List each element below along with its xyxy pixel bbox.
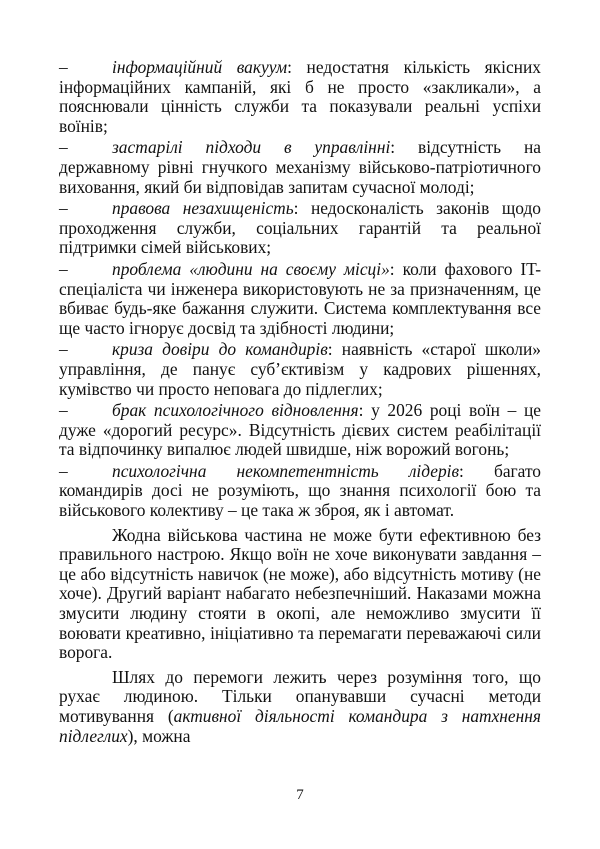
paragraph-text: ), можна [127, 725, 191, 746]
list-text: : недостатня кількість якісних інформаційних кампаній, які б не просто «закликали», а пояснювали цінність служби та показували реальні успіхи воїнів; [59, 57, 541, 136]
list-item-information-vacuum [59, 58, 541, 136]
list-term: проблема «людини на своєму місці» [112, 258, 390, 279]
list-text: : відсутність на державному рівні гнучкого механізму військово-патріотичного виховання, який би відповідав запитам сучасної молоді; [59, 137, 541, 197]
list-dash: – [59, 400, 68, 421]
list-item-psychological-incompetence [59, 462, 541, 521]
page-number: 7 [296, 787, 304, 803]
list-term: психологічна некомпетентність лідерів [112, 460, 460, 481]
list-dash: – [59, 198, 68, 219]
list-term: інформаційний вакуум [112, 57, 288, 77]
list-item-trust-crisis [59, 340, 541, 399]
paragraph-emphasis: активної діяльності командира з натхнення підлеглих [59, 706, 541, 746]
list-term: правова незахищеність [112, 198, 294, 219]
list-dash: – [59, 339, 68, 360]
list-dash: – [59, 460, 68, 481]
list-dash: – [59, 57, 68, 77]
list-text: : коли фахового IT-спеціаліста чи інженера використовують не за призначенням, це вбиває будь-яке бажання служити. Система комплектування все ще часто ігнорує досвід та здібності людини; [59, 258, 541, 338]
list-item-psychological-recovery [59, 401, 541, 460]
list-term: брак психологічного відновлення [112, 400, 359, 421]
list-item-legal-insecurity [59, 199, 541, 258]
paragraph-path-to-victory [59, 668, 541, 746]
list-dash: – [59, 137, 68, 158]
paragraph-text: Шлях до перемоги лежить через розуміння того, що рухає людиною. Тільки опанувавши сучасні методи мотивування ( [59, 666, 541, 726]
list-term: застарілі підходи в управлінні [112, 137, 391, 158]
list-text: : наявність «старої школи» управління, де панує суб’єктивізм у кадрових рішеннях, кумівство чи просто неповага до підлеглих; [59, 339, 541, 399]
list-item-outdated-approaches [59, 138, 541, 197]
list-text: : недосконалість законів щодо проходження служби, соціальних гарантій та реальної підтримки сімей військових; [59, 198, 541, 258]
list-item-right-person-right-place [59, 260, 541, 338]
page-body [59, 58, 541, 746]
list-dash: – [59, 258, 68, 279]
paragraph-morale: Жодна військова частина не може бути ефективною без правильного настрою. Якщо воїн не хоче виконувати завдання – це або відсутність навичок (не може), або відсутність мотиву (не хоче). Другий варіант набагато небезпечніший. Наказами можна змусити людину стояти в окопі, але неможливо змусити її воювати креативно, ініціативно та перемагати переважаючі сили ворога. [59, 524, 541, 663]
list-text: : багато командирів досі не розуміють, що знання психології бою та військового колективу – це така ж зброя, як і автомат. [59, 460, 542, 521]
list-text: : у 2026 році воїн – це дуже «дорогий ресурс». Відсутність дієвих систем реабілітації та відпочинку випалює людей швидше, ніж ворожий вогонь; [59, 400, 541, 460]
list-term: криза довіри до командирів [112, 339, 328, 360]
